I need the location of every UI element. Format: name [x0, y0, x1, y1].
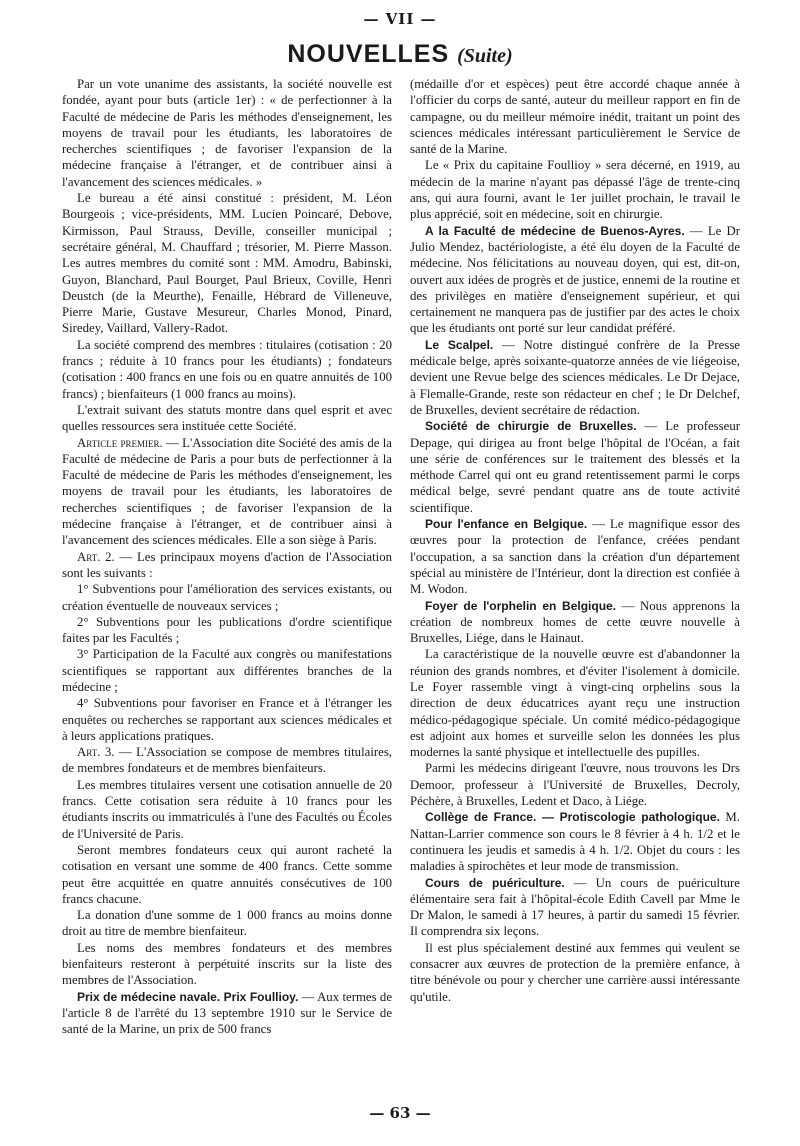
- news-heading: Société de chirurgie de Bruxelles.: [425, 419, 637, 434]
- title-suite: (Suite): [457, 45, 513, 67]
- paragraph: Le « Prix du capitaine Foullioy » sera décerné, en 1919, au médecin de la marine n'ayant pas dépassé l'âge de trente-cinq ans, qui aura fourni, avant le 1er juillet prochain, le travail le plus apprécié, soit en médecine, soit en chirurgie.: [410, 158, 740, 222]
- news-text: — Aux termes de l'article 8 de l'arrêté du 13 septembre 1910 sur le Service de santé de la Marine, un prix de 500 francs: [62, 989, 392, 1037]
- news-heading: Cours de puériculture.: [425, 875, 565, 890]
- paragraph: (médaille d'or et espèces) peut être accordé chaque année à l'officier du corps de santé, auteur du meilleur rapport en fin de campagne, ou du meilleur mémoire inédit, traitant un point des sciences médicales intéressant particulièrement le Service de santé de la Marine.: [410, 77, 740, 157]
- paragraph: 4° Subventions pour favoriser en France et à l'étranger les enquêtes ou recherches se rapportant aux sciences médicales et à leurs applications pratiques.: [62, 696, 392, 743]
- paragraph: [410, 516, 740, 597]
- article-text: — L'Association se compose de membres titulaires, de membres fondateurs et de membres bienfaiteurs.: [62, 745, 392, 776]
- news-heading: A la Faculté de médecine de Buenos-Ayres.: [425, 223, 685, 238]
- news-heading: Pour l'enfance en Belgique.: [425, 517, 588, 532]
- news-heading: Foyer de l'orphelin en Belgique.: [425, 598, 617, 613]
- paragraph: [410, 598, 740, 647]
- paragraph: Seront membres fondateurs ceux qui auront racheté la cotisation en versant une somme de 400 francs. Cette somme peut être acquittée en quatre annuités consécutives de 100 francs chacune.: [62, 842, 392, 906]
- paragraph: [410, 337, 740, 418]
- page-number: — 63 —: [369, 1104, 431, 1122]
- news-text: — Un cours de puériculture élémentaire sera fait à l'hôpital-école Edith Cavell par Mme le Dr Malon, le samedi à 17 heures, à partir du samedi 15 février. Il comprendra six leçons.: [410, 875, 740, 939]
- news-heading: Collège de France. — Protiscologie pathologique.: [425, 810, 720, 825]
- paragraph: Par un vote unanime des assistants, la société nouvelle est fondée, ayant pour buts (article 1er) : « de perfectionner à la Faculté de médecine de Paris les méthodes d'enseignement, les moyens de travail pour les étudiants, les laboratoires de recherches scientifiques ; de favoriser l'expansion de la médecine française à l'étranger, et de contribuer ainsi à l'avancement des sciences médicales. »: [62, 77, 392, 189]
- paragraph: [62, 989, 392, 1038]
- paragraph: La caractéristique de la nouvelle œuvre est d'abandonner la réunion des grands nombres, et d'éviter l'isolement à domicile. Le Foyer rassemble vingt à vingt-cinq orphelins sous la direction de deux éducatrices ayant reçu une instruction médico-pédagogique spéciale. Un comité médico-pédagogique est adjoint aux homes et surveille selon les données les plus modernes la santé physique et intellectuelle des pupilles.: [410, 647, 740, 760]
- news-text: — Le magnifique essor des œuvres pour la protection de l'enfance, créées pendant l'occupation, a sa sanction dans la création d'un département spécial au ministère de l'Intérieur, dont la direction est confiée à M. Wodon.: [410, 517, 740, 597]
- paragraph: Parmi les médecins dirigeant l'œuvre, nous trouvons les Drs Demoor, professeur à l'Université de Bruxelles, Decroly, Péchère, à Bruxelles, Ledent et Daco, à Liége.: [410, 761, 740, 809]
- roman-folio: — VII —: [363, 10, 437, 28]
- paragraph: [62, 549, 392, 582]
- news-text: — Nous apprenons la création de nombreux homes de cette œuvre nouvelle à Bruxelles, Liége, dans le Hainaut.: [410, 598, 740, 646]
- paragraph: 3° Participation de la Faculté aux congrès ou manifestations scientifiques se rapportant aux différentes branches de la médecine ;: [62, 647, 392, 694]
- paragraph: [410, 809, 740, 874]
- paragraph: La donation d'une somme de 1 000 francs au moins donne droit au titre de membre bienfaiteur.: [62, 908, 392, 939]
- left-column: [62, 76, 392, 1038]
- section-title: [0, 40, 800, 69]
- paragraph: Les membres titulaires versent une cotisation annuelle de 20 francs. Cette cotisation sera réduite à 10 francs pour les étudiants inscrits ou immatriculés à l'une des Facultés ou Écoles de l'Université de Paris.: [62, 777, 392, 841]
- paragraph: [62, 435, 392, 549]
- article-label: Art. 2.: [77, 549, 115, 564]
- paragraph: L'extrait suivant des statuts montre dans quel esprit et avec quelles ressources sera instituée cette Société.: [62, 402, 392, 434]
- article-label: Art. 3.: [77, 745, 115, 760]
- paragraph: Le bureau a été ainsi constitué : président, M. Léon Bourgeois ; vice-présidents, MM. Lucien Poincaré, Debove, Kirmisson, Paul Strauss, Deville, conseiller municipal ; secrétaire général, M. Chauffard ; trésorier, M. Pierre Masson. Les autres membres du comité sont : MM. Amodru, Babinski, Guyon, Blanchard, Paul Bourget, Paul Brieux, Coville, Henri Deustch (de la Meurthe), Fenaille, Hébrard de Villeneuve, Pierre Marie, Gustave Mesureur, Charles Monod, Pinard, Siredey, Vaillard, Vallery-Radot.: [62, 191, 392, 336]
- right-column: [410, 76, 740, 1005]
- news-text: M. Nattan-Larrier commence son cours le 8 février à 4 h. 1/2 et le continuera les jeudis et samedis à 4 h. 1/2. Objet du cours : les maladies à spirochètes et leur mode de transmission.: [410, 810, 741, 874]
- paragraph: [62, 744, 392, 777]
- paragraph: Les noms des membres fondateurs et des membres bienfaiteurs resteront à perpétuité inscrits sur la liste des membres de l'Association.: [62, 940, 392, 988]
- news-text: — Notre distingué confrère de la Presse médicale belge, après soixante-quatorze années de vie liégeoise, devient une Revue belge des sciences médicales. Le Dr Dejace, à Flemalle-Grande, reste son rédacteur en chef ; le Dr Delchef, de Bruxelles, devient secrétaire de rédaction.: [410, 337, 740, 417]
- article-label: Article premier.: [77, 435, 163, 450]
- news-heading: Prix de médecine navale. Prix Foullioy.: [77, 989, 299, 1004]
- article-text: — Les principaux moyens d'action de l'Association sont les suivants :: [62, 549, 392, 580]
- paragraph: [410, 223, 740, 337]
- article-text: — L'Association dite Société des amis de la Faculté de médecine de Paris a pour buts de perfectionner à la Faculté de médecine de Paris les méthodes d'enseignement, les moyens de travail pour les étudiants, les laboratoires de recherches scientifiques ; de favoriser l'expansion de la médecine française à l'étranger, et de contribuer ainsi à l'avancement des sciences médicales. Elle a son siège à Paris.: [62, 435, 392, 548]
- news-heading: Le Scalpel.: [425, 337, 494, 352]
- news-text: — Le professeur Depage, qui dirigea au front belge l'hôpital de l'Océan, a fait une série de conférences sur le traitement des blessés et la méthode Carrel qui ont eu grand retentissement parmi le corps médical belge, sevré pendant quatre ans de toute activité scientifique.: [410, 419, 740, 515]
- paragraph: [410, 418, 740, 516]
- paragraph: Il est plus spécialement destiné aux femmes qui veulent se consacrer aux œuvres de protection de la première enfance, à titre bénévole ou pour y chercher une carrière aussi intéressante qu'utile.: [410, 940, 740, 1004]
- news-text: — Le Dr Julio Mendez, bactériologiste, a été élu doyen de la Faculté de médecine. Nos félicitations au nouveau doyen, qui est, dit-on, ouvert aux idées de progrès et de justice, ennemi de la routine et des privilèges en matière d'enseignement supérieur, et qui certainement ne manquera pas de justifier par des actes le choix que les étudiants ont porté sur leur candidat préféré.: [410, 223, 740, 336]
- paragraph: La société comprend des membres : titulaires (cotisation : 20 francs ; réduite à 10 francs pour les étudiants) ; fondateurs (cotisation : 400 francs en une fois ou en quatre annuités de 100 francs) ; bienfaiteurs (1 000 francs au moins).: [62, 337, 392, 401]
- paragraph: [410, 875, 740, 940]
- paragraph: 1° Subventions pour l'amélioration des services existants, ou création éventuelle de nouveaux services ;: [62, 582, 392, 613]
- paragraph: 2° Subventions pour les publications d'ordre scientifique faites par les Facultés ;: [62, 614, 392, 646]
- title-text: NOUVELLES: [287, 40, 450, 68]
